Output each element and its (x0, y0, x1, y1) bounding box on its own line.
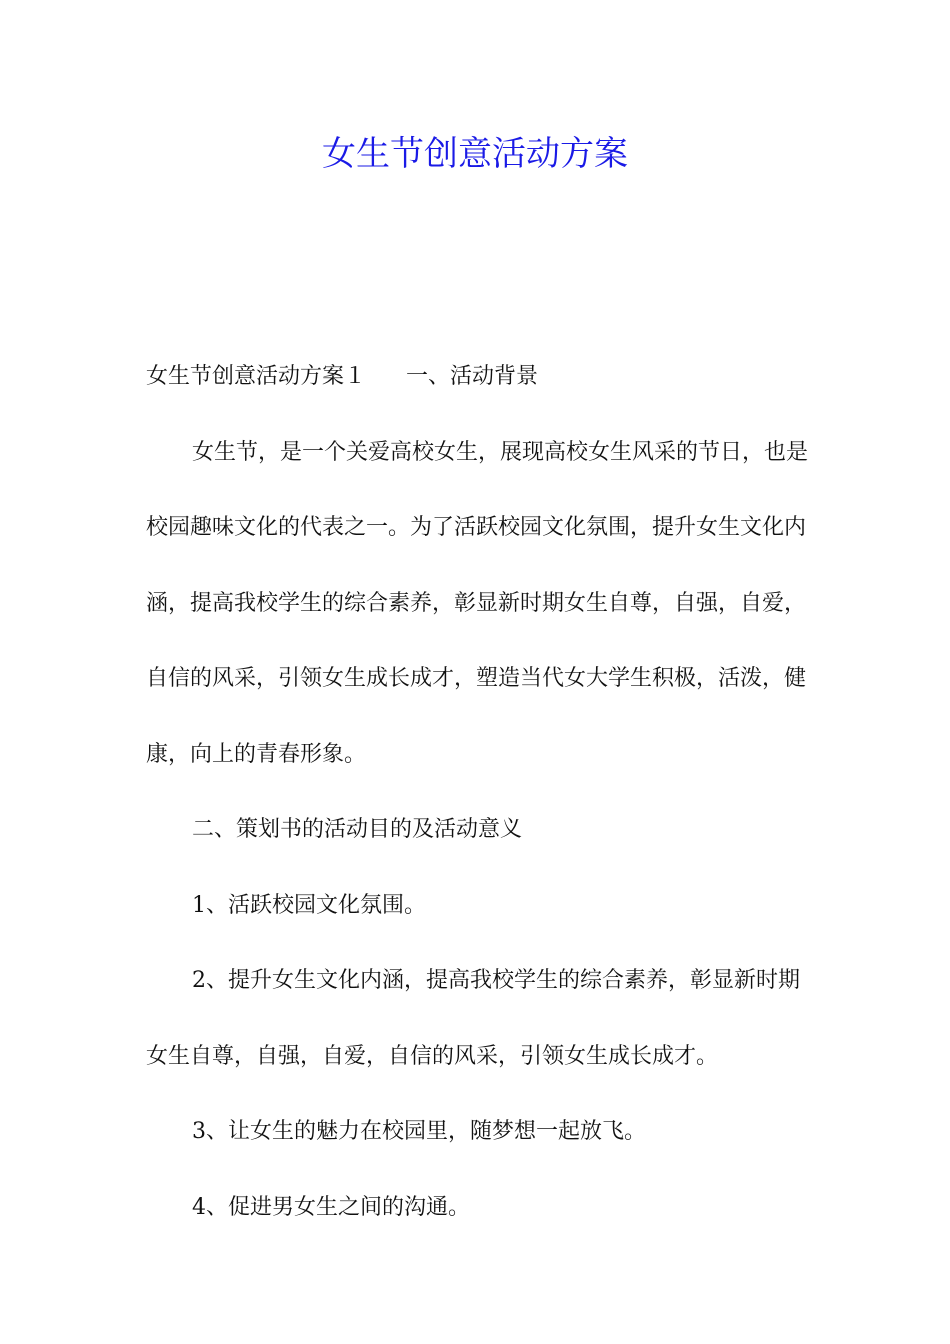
section-heading-purpose: 二、策划书的活动目的及活动意义 (192, 817, 523, 842)
list-item-1: 1、活跃校园文化氛围。 (192, 892, 426, 918)
list-item-4: 4、促进男女生之间的沟通。 (192, 1194, 470, 1220)
section-heading-background: 一、活动背景 (406, 364, 539, 389)
plan-heading: 女生节创意活动方案１ (146, 364, 367, 389)
list-item-3: 3、让女生的魅力在校园里，随梦想一起放飞。 (192, 1119, 646, 1144)
document-title: 女生节创意活动方案 (322, 134, 628, 174)
section-heading-line (146, 339, 810, 415)
list-item-2: 2、提升女生文化内涵，提高我校学生的综合素养，彰显新时期女生自尊，自强，自爱，自信的风采，引领女生成长成才。 (146, 968, 800, 1069)
paragraph-background: 女生节，是一个关爱高校女生，展现高校女生风采的节日，也是校园趣味文化的代表之一。为了活跃校园文化氛围，提升女生文化内涵，提高我校学生的综合素养，彰显新时期女生自尊，自强，自爱，自信的风采，引领女生成长成才，塑造当代女大学生积极，活泼，健康，向上的青春形象。 (146, 439, 809, 767)
document-body (146, 339, 810, 1245)
